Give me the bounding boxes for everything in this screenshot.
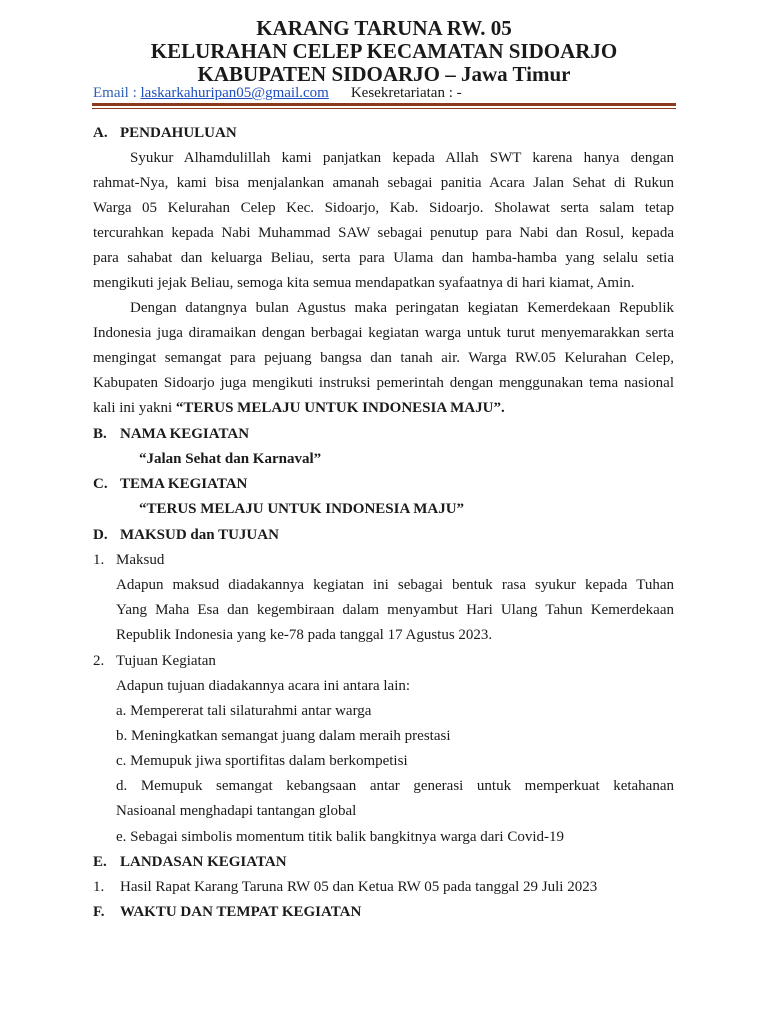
paragraph-line: mengikuti jejak Beliau, semoga kita semua mendapatkan syafaatnya di hari kiamat, Amin. [93,275,635,291]
section-c-title: TEMA KEGIATAN [120,476,248,492]
list-number: 1. [93,879,105,895]
goal-item: b. Meningkatkan semangat juang dalam meraih prestasi [116,728,451,744]
event-theme: “TERUS MELAJU UNTUK INDONESIA MAJU” [139,501,465,517]
email-link[interactable]: laskarkahuripan05@gmail.com [140,85,329,101]
header-rule-thin [92,108,676,109]
subheading-maksud: Maksud [116,552,165,568]
goal-item: e. Sebagai simbolis momentum titik balik bangkitnya warga dari Covid-19 [116,829,564,845]
goal-item: c. Memupuk jiwa sportifitas dalam berkompetisi [116,753,408,769]
goal-item: a. Mempererat tali silaturahmi antar warga [116,703,372,719]
theme-quote: “TERUS MELAJU UNTUK INDONESIA MAJU”. [175,400,505,416]
paragraph-line: para sahabat dan keluarga Beliau, serta para Ulama dan hamba-hamba yang selalu setia [93,250,674,266]
paragraph-line: Republik Indonesia yang ke-78 pada tanggal 17 Agustus 2023. [116,627,493,643]
paragraph-line: Yang Maha Esa dan kegembiraan dalam menyambut Hari Ulang Tahun Kemerdekaan [116,602,674,618]
section-e-mark: E. [93,854,107,870]
header-rule-thick [92,103,676,106]
list-number: 2. [93,653,105,669]
theme-intro: kali ini yakni [93,400,176,416]
paragraph-line [93,398,505,418]
paragraph-line: Dengan datangnya bulan Agustus maka peringatan kegiatan Kemerdekaan Republik [130,300,674,316]
section-a-title: PENDAHULUAN [120,125,237,141]
goal-item-continued: Nasioanal menghadapi tantangan global [116,803,357,819]
section-d-title: MAKSUD dan TUJUAN [120,527,279,543]
contact-line [93,84,462,102]
section-f-title: WAKTU DAN TEMPAT KEGIATAN [120,904,362,920]
paragraph-line: Warga 05 Kelurahan Celep Kec. Sidoarjo, Kab. Sidoarjo. Sholawat serta salam tetap [93,200,674,216]
paragraph-line: Adapun tujuan diadakannya acara ini antara lain: [116,678,411,694]
email-label: Email : [93,85,141,101]
org-regency: KABUPATEN SIDOARJO – Jawa Timur [197,62,571,86]
section-b-title: NAMA KEGIATAN [120,426,250,442]
section-e-title: LANDASAN KEGIATAN [120,854,287,870]
org-district: KELURAHAN CELEP KECAMATAN SIDOARJO [150,39,618,63]
section-f-mark: F. [93,904,105,920]
paragraph-line: tercurahkan kepada Nabi Muhammad SAW sebagai penutup para Nabi dan Rosul, kepada [93,225,674,241]
basis-item: Hasil Rapat Karang Taruna RW 05 dan Ketua RW 05 pada tanggal 29 Juli 2023 [120,879,598,895]
section-d-mark: D. [93,527,108,543]
secretariat-label: Kesekretariatan : - [350,85,462,101]
org-name: KARANG TARUNA RW. 05 [256,16,512,40]
section-a-mark: A. [93,125,108,141]
paragraph-line: Adapun maksud diadakannya kegiatan ini sebagai bentuk rasa syukur kepada Tuhan [116,577,674,593]
event-name: “Jalan Sehat dan Karnaval” [139,451,322,467]
subheading-tujuan: Tujuan Kegiatan [116,653,216,669]
paragraph-line: rahmat-Nya, kami bisa menjalankan amanah sebagai panitia Acara Jalan Sehat di Rukun [93,175,674,191]
paragraph-line: Kabupaten Sidoarjo juga mengikuti instruksi pemerintah dengan menggunakan tema nasional [93,375,674,391]
list-number: 1. [93,552,105,568]
section-b-mark: B. [93,426,107,442]
paragraph-line: Syukur Alhamdulillah kami panjatkan kepada Allah SWT karena hanya dengan [130,150,674,166]
section-c-mark: C. [93,476,108,492]
goal-item: d. Memupuk semangat kebangsaan antar generasi untuk memperkuat ketahanan [116,778,674,794]
paragraph-line: Indonesia juga diramaikan dengan berbagai kegiatan warga untuk turut menyemarakkan serta [93,325,674,341]
paragraph-line: mengingat semangat para pejuang bangsa dan tanah air. Warga RW.05 Kelurahan Celep, [93,350,674,366]
